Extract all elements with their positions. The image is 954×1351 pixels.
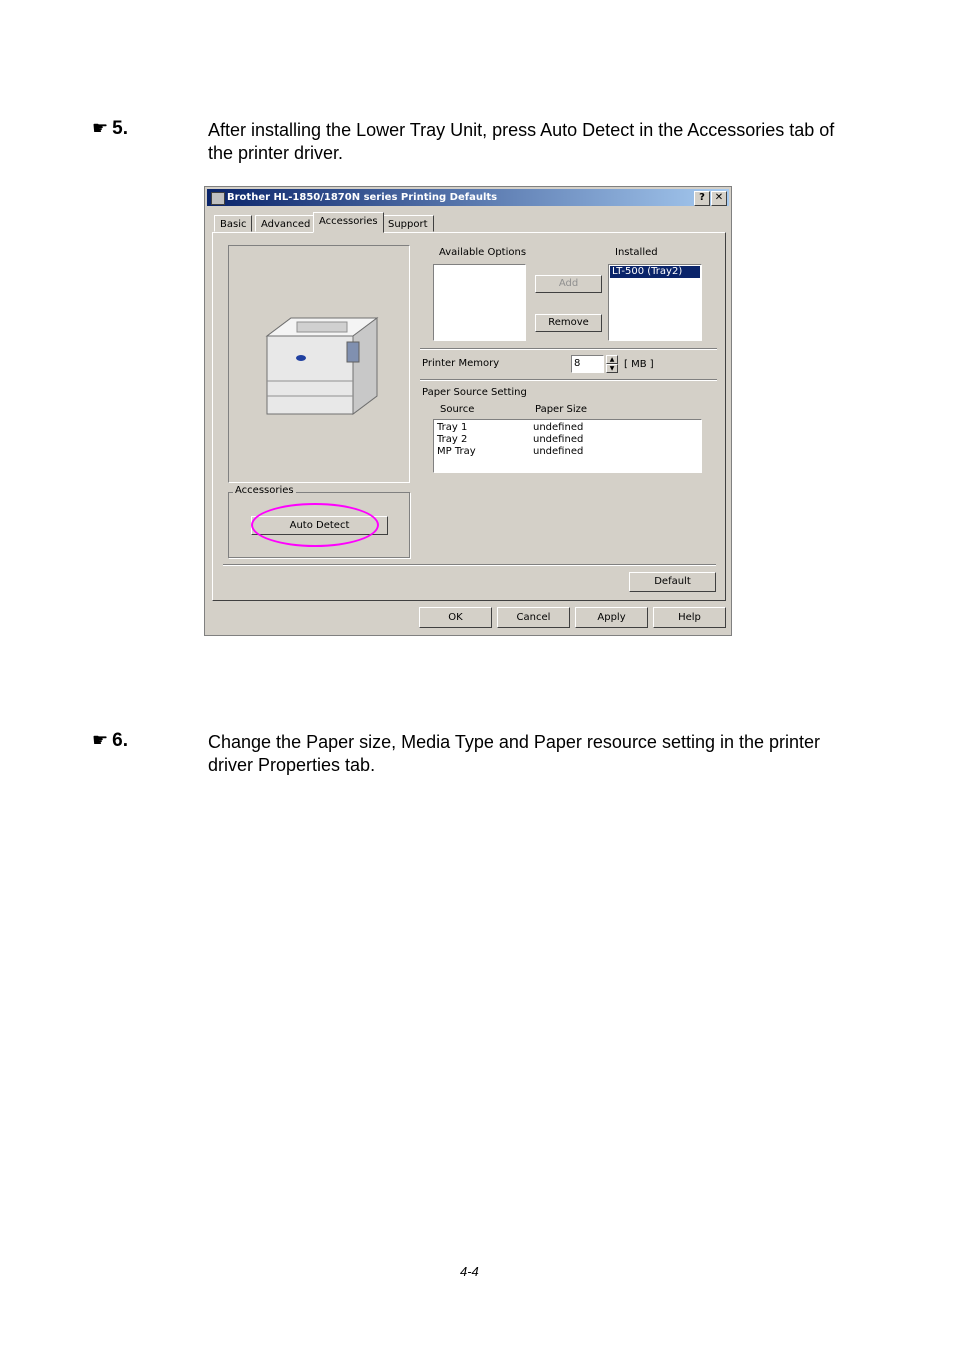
help-button[interactable]: Help (653, 607, 726, 628)
separator (223, 564, 716, 566)
printing-defaults-dialog (204, 186, 732, 636)
paper-source-label: Paper Source Setting (422, 387, 527, 398)
memory-unit: [ MB ] (624, 359, 654, 370)
installed-item[interactable]: LT-500 (Tray2) (610, 266, 700, 278)
separator (420, 348, 717, 350)
ok-button[interactable]: OK (419, 607, 492, 628)
paper-source-list[interactable] (433, 419, 702, 473)
tab-basic[interactable]: Basic (214, 215, 252, 232)
tab-accessories[interactable]: Accessories (313, 212, 384, 233)
pointing-hand-icon: ☛ (92, 730, 109, 750)
help-title-button[interactable]: ? (694, 191, 710, 206)
available-options-label: Available Options (439, 247, 527, 258)
auto-detect-button[interactable]: Auto Detect (251, 516, 388, 535)
list-item[interactable]: MP Tray undefined (437, 446, 584, 457)
source-column-header: Source (440, 404, 475, 415)
list-item[interactable]: Tray 1 undefined (437, 422, 584, 433)
tab-support[interactable]: Support (382, 215, 434, 232)
remove-button[interactable]: Remove (535, 314, 602, 332)
tab-advanced[interactable]: Advanced (255, 215, 316, 232)
apply-button[interactable]: Apply (575, 607, 648, 628)
cancel-button[interactable]: Cancel (497, 607, 570, 628)
highlight-circle (251, 503, 379, 547)
printer-memory-input[interactable]: 8 (571, 355, 604, 373)
printer-illustration (229, 246, 409, 482)
spinner-up-icon[interactable]: ▲ (606, 355, 618, 364)
printer-memory-label: Printer Memory (422, 358, 500, 369)
list-item[interactable]: Tray 2 undefined (437, 434, 584, 445)
available-options-list[interactable] (433, 264, 526, 341)
dialog-title: Brother HL-1850/1870N series Printing Defaults (227, 192, 498, 203)
page-number: 4-4 (460, 1264, 479, 1279)
paper-size-column-header: Paper Size (535, 404, 588, 415)
close-icon[interactable]: ✕ (711, 191, 727, 206)
printer-image-frame (228, 245, 410, 483)
step-5-number: ☛ 5. (92, 118, 128, 139)
accessories-group-label: Accessories (235, 485, 294, 496)
installed-list[interactable] (608, 264, 702, 341)
installed-label: Installed (615, 247, 658, 258)
spinner-down-icon[interactable]: ▼ (606, 364, 618, 373)
default-button[interactable]: Default (629, 572, 716, 592)
printer-icon (211, 192, 225, 205)
step-6-number: ☛ 6. (92, 730, 128, 751)
separator (420, 379, 717, 381)
step-5-text: After installing the Lower Tray Unit, press Auto Detect in the Accessories tab of the printer driver. (208, 120, 835, 163)
add-button[interactable]: Add (535, 275, 602, 293)
step-6-text: Change the Paper size, Media Type and Paper resource setting in the printer driver Properties tab. (208, 732, 821, 775)
accessories-tab-panel (212, 232, 726, 601)
pointing-hand-icon: ☛ (92, 118, 109, 138)
dialog-titlebar (207, 189, 729, 206)
